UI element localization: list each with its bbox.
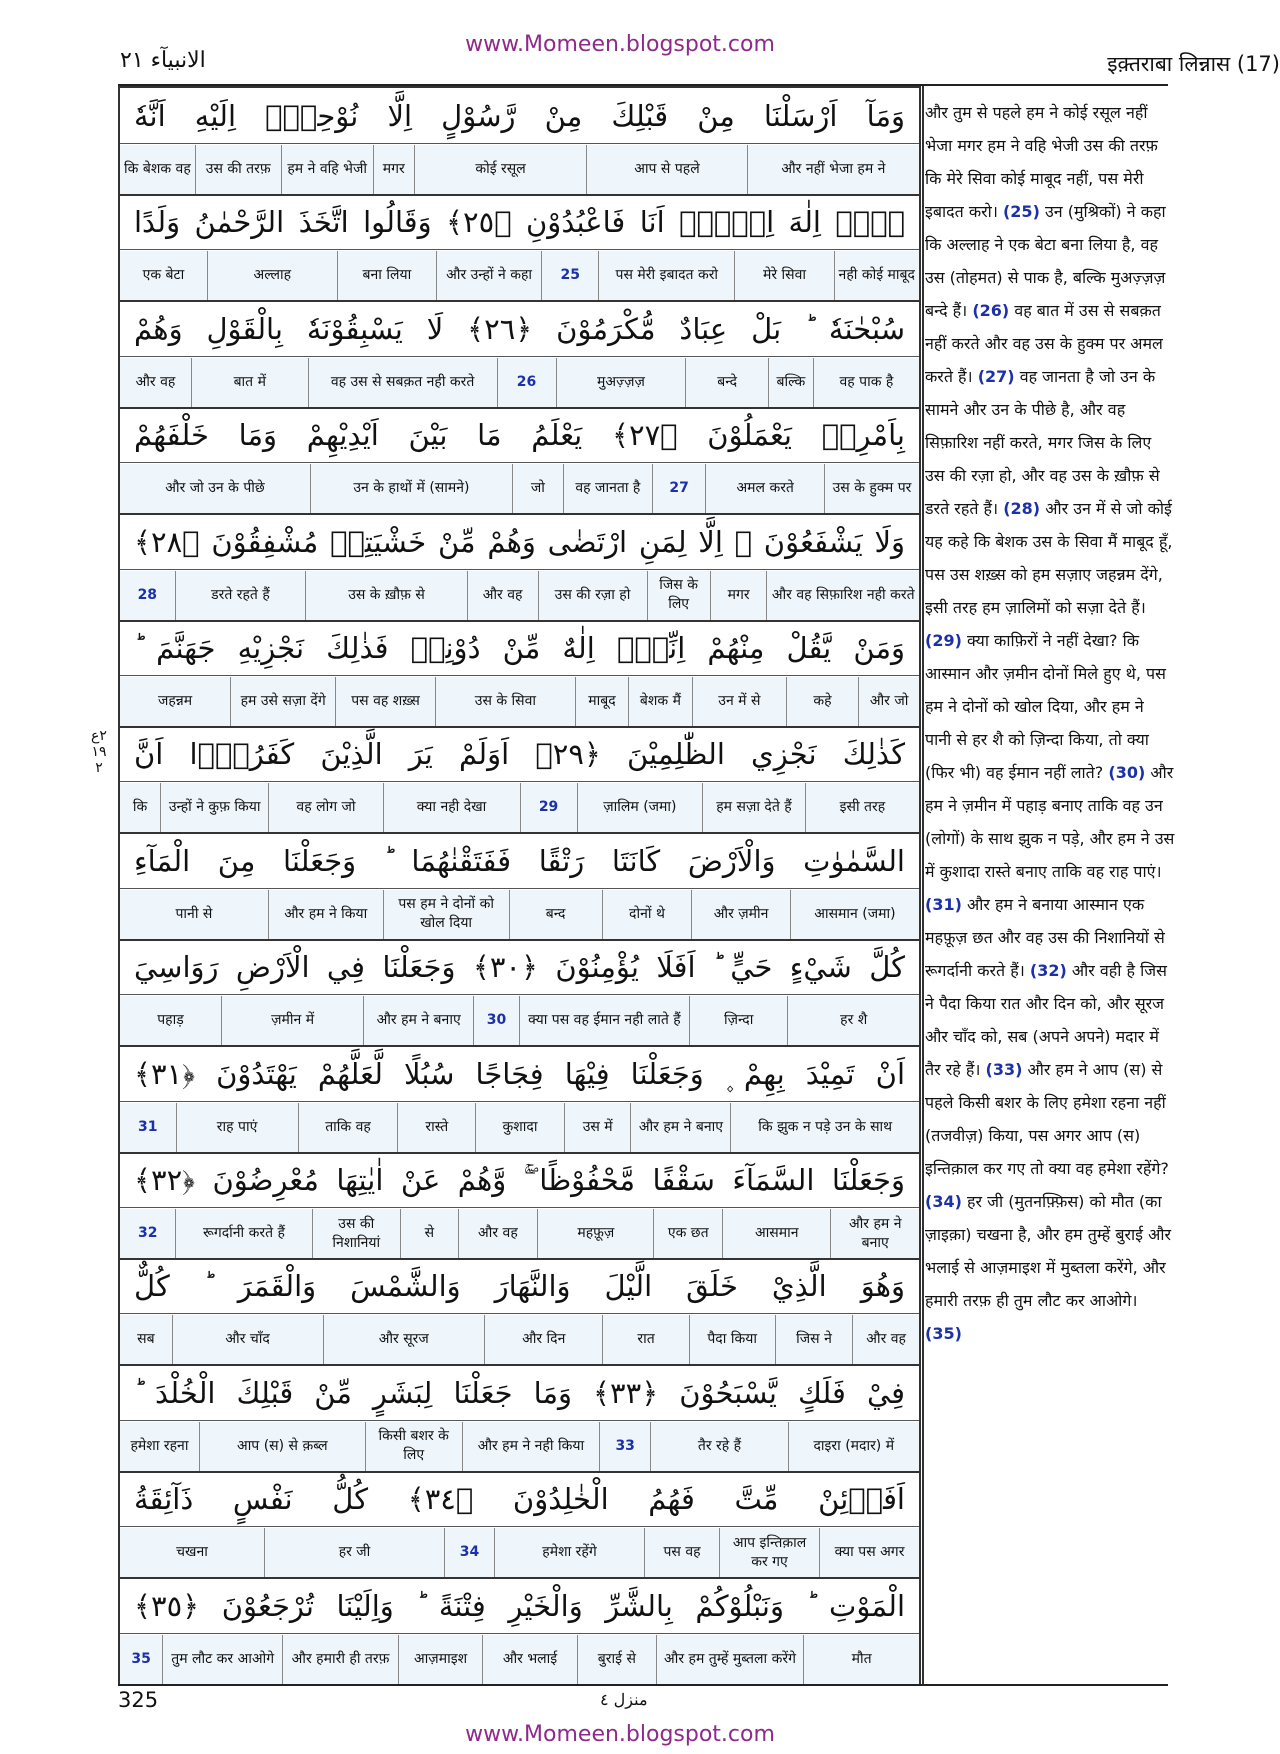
gloss-cell: तैर रहे हैं	[650, 1422, 787, 1471]
translation-text: और हम ने ज़मीन में पहाड़ बनाए ताकि वह उन (लोगों) के साथ झुक न पड़े, और हम ने उस में कुशादा रास्ते बनाए ताकि वह राह पाएं।	[925, 763, 1175, 881]
verse-number-cell: 35	[131, 1650, 151, 1667]
gloss-cell: बन्दे	[685, 358, 768, 407]
gloss-cell: आसमान	[722, 1209, 830, 1258]
verse-block	[120, 1152, 919, 1258]
word-gloss-row	[120, 251, 919, 302]
gloss-cell: महफ़ूज़	[537, 1209, 653, 1258]
gloss-cell: हम सज़ा देते हैं	[702, 783, 805, 832]
verse-block	[120, 1471, 919, 1577]
gloss-cell: हर जी	[264, 1528, 444, 1577]
word-gloss-row	[120, 145, 919, 196]
word-gloss-row	[120, 996, 919, 1047]
word-gloss-row	[120, 571, 919, 622]
gloss-cell: डरते रहते हैं	[175, 571, 306, 620]
verse-block	[120, 407, 919, 513]
gloss-cell: हम उसे सज़ा देंगे	[230, 677, 335, 726]
gloss-cell: बन्द	[509, 890, 602, 939]
gloss-cell: पहाड़	[157, 1012, 184, 1029]
word-gloss-row	[120, 1209, 919, 1260]
site-url-bottom[interactable]: www.Momeen.blogspot.com	[465, 1722, 775, 1747]
gloss-cell: ज़ालिम (जमा)	[577, 783, 703, 832]
translation-text: और हम ने बनाया आस्मान एक महफ़ूज़ छत और वह उस की निशानियों से रूगर्दानी करते हैं।	[925, 895, 1165, 980]
arabic-line: وَهُوَ الَّذِيْ خَلَقَ الَّيْلَ وَالنَّهَارَ وَالشَّمْسَ وَالْقَمَرَ ؕ كُلٌّ	[120, 1258, 919, 1314]
translation-verse	[925, 499, 1172, 650]
arabic-line: بِاَمْرِهٖ يَعْمَلُوْنَ ﴿٢٧﴾ يَعْلَمُ مَا بَيْنَ اَيْدِيْهِمْ وَمَا خَلْفَهُمْ	[120, 407, 919, 463]
gloss-cell: मेरे सिवा	[734, 251, 833, 300]
gloss-cell: जिस ने	[775, 1315, 853, 1364]
word-gloss-row	[120, 1103, 919, 1154]
gloss-cell: और सूरज	[323, 1315, 485, 1364]
gloss-cell: उन्हों ने कुफ़ किया	[160, 783, 268, 832]
translation-verse	[925, 367, 1160, 518]
translation-text: क्या काफ़िरों ने नहीं देखा? कि आस्मान और ज़मीन दोनों मिले हुए थे, पस हम ने दोनों को खोल दिया, और हम ने पानी से हर शै को ज़िन्दा किया, तो क्या (फिर भी) वह ईमान नहीं लाते?	[925, 631, 1166, 782]
gloss-cell: उस की निशानियां	[312, 1209, 401, 1258]
gloss-cell: आप इन्तिक़ाल कर गए	[719, 1528, 819, 1577]
gloss-cell: और नहीं भेजा हम ने	[747, 145, 919, 194]
arabic-line: سُبْحٰنَهٗ ؕ بَلْ عِبَادٌ مُّكْرَمُوْنَ ﴿٢٦﴾ لَا يَسْبِقُوْنَهٗ بِالْقَوْلِ وَهُمْ	[120, 301, 919, 357]
gloss-cell: एक बेटा	[142, 267, 185, 284]
gloss-cell: बात में	[191, 358, 308, 407]
translation-text: वह बात में उस से सबक़त नहीं करते और वह उस के हुक्म पर अमल करते हैं।	[925, 301, 1163, 386]
gloss-cell: एक छत	[653, 1209, 722, 1258]
gloss-cell: उस की रज़ा हो	[538, 571, 647, 620]
gloss-cell: जिस के लिए	[647, 571, 710, 620]
gloss-cell: तुम लौट कर आओगे	[162, 1635, 282, 1684]
gloss-cell: मुअज़्ज़ज़	[556, 358, 686, 407]
gloss-cell: कि	[132, 799, 148, 816]
gloss-cell: और वह	[467, 571, 538, 620]
gloss-cell: वह उस से सबक़त नही करते	[308, 358, 497, 407]
gloss-cell: वह पाक है	[813, 358, 919, 407]
gloss-cell: राह पाएं	[176, 1103, 298, 1152]
gloss-cell: बल्कि	[768, 358, 813, 407]
gloss-cell: कि बेशक वह	[124, 161, 191, 177]
arabic-line: وَمَنْ يَّقُلْ مِنْهُمْ اِنِّيْۤ اِلٰهٌ مِّنْ دُوْنِهٖ فَذٰلِكَ نَجْزِيْهِ جَهَنَّمَ ؕ	[120, 620, 919, 676]
verse-block	[120, 514, 919, 620]
verse-panel	[118, 86, 921, 1684]
arabic-line: كُلَّ شَيْءٍ حَيٍّ ؕ اَفَلَا يُؤْمِنُوْنَ ﴿٣٠﴾ وَجَعَلْنَا فِي الْاَرْضِ رَوَاسِيَ	[120, 939, 919, 995]
gloss-cell: रात	[602, 1315, 688, 1364]
site-url-top[interactable]: www.Momeen.blogspot.com	[465, 32, 775, 57]
translation-text: और तुम से पहले हम ने कोई रसूल नहीं भेजा मगर हम ने वहि भेजी उस की तरफ़ कि मेरे सिवा कोई माबूद नहीं, पस मेरी इबादत करो।	[925, 103, 1158, 221]
translation-verse	[925, 1060, 1169, 1211]
gloss-cell: और हम तुम्हें मुब्तला करेंगे	[656, 1635, 803, 1684]
gloss-cell: और वह	[458, 1209, 538, 1258]
gloss-cell: जहन्नम	[157, 693, 193, 709]
gloss-cell: कि झुक न पड़े उन के साथ	[730, 1103, 919, 1152]
arabic-line: وَجَعَلْنَا السَّمَآءَ سَقْفًا مَّحْفُوْظًا ۚۖ وَّهُمْ عَنْ اٰيٰتِهَا مُعْرِضُوْنَ ﴿٣٢﴾	[120, 1152, 919, 1208]
gloss-cell: पानी से	[175, 905, 213, 922]
gloss-cell: किसी बशर के लिए	[365, 1422, 462, 1471]
gloss-cell: ताकि वह	[298, 1103, 398, 1152]
translation-verse-number: (34)	[925, 1192, 962, 1211]
verse-number-cell: 34	[444, 1528, 494, 1577]
gloss-cell: और ज़मीन	[691, 890, 790, 939]
gloss-cell: ज़मीन में	[221, 996, 363, 1045]
gloss-cell: क्या पस अगर	[819, 1528, 919, 1577]
gloss-cell: अमल करते	[705, 464, 824, 513]
gloss-cell: कुशादा	[475, 1103, 564, 1152]
verse-block	[120, 301, 919, 407]
gloss-cell: उन में से	[692, 677, 786, 726]
gloss-cell: उस के ख़ौफ़ से	[305, 571, 466, 620]
gloss-cell: हमेशा रहेंगे	[494, 1528, 644, 1577]
translation-text: और उन में से जो कोई यह कहे कि बेशक उस के सिवा मैं माबूद हूँ, पस उस शख़्स को हम सज़ाए जहन्नम देंगे, इसी तरह हम ज़ालिमों को सज़ा देते हैं।	[925, 499, 1173, 617]
translation-verse-number: (29)	[925, 631, 962, 650]
word-gloss-row	[120, 677, 919, 728]
verse-block	[120, 726, 919, 832]
gloss-cell: रूगर्दानी करते हैं	[175, 1209, 311, 1258]
gloss-cell: पस वह	[644, 1528, 719, 1577]
arabic-line: وَلَا يَشْفَعُوْنَ ۙ اِلَّا لِمَنِ ارْتَضٰى وَهُمْ مِّنْ خَشْيَتِهٖ مُشْفِقُوْنَ ﴿٢٨﴾	[120, 514, 919, 570]
translation-verse-number: (31)	[925, 895, 962, 914]
gloss-cell: और दिन	[484, 1315, 602, 1364]
page-number: 325	[118, 1688, 159, 1712]
translation-verse	[925, 631, 1166, 782]
translation-text: हर जी (मुतनफ़्फ़िस) को मौत (का ज़ाइक़ा) चखना है, और हम तुम्हें बुराई और भलाई से आज़माइश में मुब्तला करेंगे, और हमारी तरफ़ ही तुम लौट कर आओगे।	[925, 1192, 1172, 1310]
verse-number-cell: 31	[138, 1118, 158, 1135]
verse-block	[120, 833, 919, 939]
translation-verse-number: (30)	[1108, 763, 1146, 782]
gloss-cell: नही कोई माबूद	[834, 251, 919, 300]
word-gloss-row	[120, 1422, 919, 1473]
gloss-cell: से	[400, 1209, 458, 1258]
gloss-cell: आप से पहले	[586, 145, 747, 194]
gloss-cell: ज़िन्दा	[689, 996, 788, 1045]
gloss-cell: मगर	[710, 571, 767, 620]
gloss-cell: आज़माइश	[398, 1635, 482, 1684]
verse-number-cell: 29	[520, 783, 577, 832]
arabic-line: فِيْ فَلَكٍ يَّسْبَحُوْنَ ﴿٣٣﴾ وَمَا جَعَلْنَا لِبَشَرٍ مِّنْ قَبْلِكَ الْخُلْدَ ؕ	[120, 1365, 919, 1421]
verse-block	[120, 194, 919, 300]
gloss-cell: और हम ने बनाए	[630, 1103, 730, 1152]
gloss-cell: और हम ने किया	[268, 890, 383, 939]
juz-title: इक़्तराबा लिन्नास (17)	[1107, 52, 1280, 76]
gloss-cell: आसमान (जमा)	[790, 890, 919, 939]
gloss-cell: और चाँद	[172, 1315, 323, 1364]
gloss-cell: और हम ने नही किया	[462, 1422, 599, 1471]
word-gloss-row	[120, 1528, 919, 1579]
translation-verse-number: (28)	[1003, 499, 1041, 518]
surah-title: الانبيآء ٢١	[120, 48, 206, 73]
translation-text: और हम ने आप (स) से पहले किसी बशर के लिए हमेशा रहना नहीं (तजवीज़) किया, पस अगर आप (स) इन्तिक़ाल कर गए तो क्या वह हमेशा रहेंगे?	[925, 1060, 1169, 1178]
word-gloss-row	[120, 1315, 919, 1366]
manzil-label: منزل ٤	[600, 1690, 648, 1709]
gloss-cell: सब	[137, 1331, 155, 1348]
translation-verse-number: (35)	[925, 1324, 962, 1343]
gloss-cell: बुराई से	[577, 1635, 656, 1684]
gloss-cell: और हम ने बनाए	[363, 996, 473, 1045]
verse-number-cell: 32	[137, 1225, 158, 1241]
gloss-cell: उन के हाथों में (सामने)	[310, 464, 512, 513]
verse-number-cell: 25	[541, 251, 598, 300]
translation-column	[925, 96, 1175, 1350]
gloss-cell: उस में	[564, 1103, 631, 1152]
verse-block	[120, 620, 919, 726]
gloss-cell: चखना	[176, 1544, 208, 1561]
gloss-cell: हम ने वहि भेजी	[281, 145, 373, 194]
gloss-cell: और वह सिफ़ारिश नही करते	[766, 571, 919, 620]
footer-rule	[118, 1684, 1168, 1686]
gloss-cell: बेशक मैं	[628, 677, 692, 726]
gloss-cell: वह जानता है	[563, 464, 652, 513]
arabic-line: كَذٰلِكَ نَجْزِي الظّٰلِمِيْنَ ﴿٢٩﴾ اَوَلَمْ يَرَ الَّذِيْنَ كَفَرُوْۤا اَنَّ	[120, 726, 919, 782]
arabic-line: السَّمٰوٰتِ وَالْاَرْضَ كَانَتَا رَتْقًا فَفَتَقْنٰهُمَا ؕ وَجَعَلْنَا مِنَ الْمَآءِ	[120, 833, 919, 889]
translation-verse-number: (32)	[1029, 961, 1067, 980]
verse-number-cell: 30	[473, 996, 519, 1045]
verse-block	[120, 1365, 919, 1471]
word-gloss-row	[120, 464, 919, 515]
verse-number-cell: 33	[599, 1422, 650, 1471]
arabic-line: اَنْ تَمِيْدَ بِهِمْ ۪ وَجَعَلْنَا فِيْهَا فِجَاجًا سُبُلًا لَّعَلَّهُمْ يَهْتَدُوْنَ ﴿٣١﴾	[120, 1046, 919, 1102]
translation-text: और वही है जिस ने पैदा किया रात और दिन को, और सूरज और चाँद को, सब (अपने अपने) मदार में तैर रहे हैं।	[925, 961, 1167, 1079]
gloss-cell: उस के सिवा	[435, 677, 575, 726]
gloss-cell: और भलाई	[482, 1635, 577, 1684]
column-divider	[922, 86, 924, 1684]
translation-verse	[925, 763, 1174, 914]
gloss-cell: पस वह शख़्स	[335, 677, 434, 726]
verse-number-cell: 27	[652, 464, 705, 513]
ruku-marker: ٢ع ١٩ ٢	[91, 728, 107, 776]
gloss-cell: क्या पस वह ईमान नही लाते हैं	[519, 996, 689, 1045]
translation-verse-number: (33)	[985, 1060, 1023, 1079]
arabic-line: اَفَاۡئِنْ مِّتَّ فَهُمُ الْخٰلِدُوْنَ ﴿٣٤﴾ كُلُّ نَفْسٍ ذَآئِقَةُ	[120, 1471, 919, 1527]
word-gloss-row	[120, 358, 919, 409]
gloss-cell: वह लोग जो	[268, 783, 382, 832]
translation-verse-number: (26)	[972, 301, 1010, 320]
gloss-cell: दोनों थे	[602, 890, 692, 939]
gloss-cell: हर शै	[787, 996, 919, 1045]
gloss-cell: मौत	[803, 1635, 919, 1684]
gloss-cell: अल्लाह	[207, 251, 337, 300]
gloss-cell: और जो उन के पीछे	[165, 480, 265, 497]
word-gloss-row	[120, 783, 919, 834]
gloss-cell: इसी तरह	[805, 783, 919, 832]
verse-number-cell: 28	[137, 586, 158, 603]
gloss-cell: पस हम ने दोनों को खोल दिया	[383, 890, 509, 939]
gloss-cell: रास्ते	[397, 1103, 475, 1152]
verse-block	[120, 1578, 919, 1684]
gloss-cell: कोई रसूल	[414, 145, 586, 194]
gloss-cell: दाइरा (मदार) में	[788, 1422, 919, 1471]
gloss-cell: माबूद	[575, 677, 628, 726]
gloss-cell: मगर	[373, 145, 414, 194]
word-gloss-row	[120, 890, 919, 941]
translation-verse-number: (27)	[977, 367, 1015, 386]
gloss-cell: जो	[512, 464, 563, 513]
gloss-cell: और हम ने बनाए	[830, 1209, 919, 1258]
gloss-cell: आप (स) से क़ब्ल	[199, 1422, 365, 1471]
gloss-cell: कहे	[786, 677, 859, 726]
verse-block	[120, 1258, 919, 1364]
gloss-cell: और हमारी ही तरफ़	[282, 1635, 398, 1684]
verse-block	[120, 1046, 919, 1152]
gloss-cell: और वह	[852, 1315, 919, 1364]
translation-verse	[925, 1192, 1171, 1343]
arabic-line: لَاۤ اِلٰهَ اِلَّاۤ اَنَا فَاعْبُدُوْنِ ﴿٢٥﴾ وَقَالُوا اتَّخَذَ الرَّحْمٰنُ وَلَدًا	[120, 194, 919, 250]
gloss-cell: हमेशा रहना	[130, 1437, 189, 1454]
word-gloss-row	[120, 1635, 919, 1686]
translation-text: उन (मुश्रिकों) ने कहा कि अल्लाह ने एक बेटा बना लिया है, वह उस (तोहमत) से पाक है, बल्कि मुअज़्ज़ज़ बन्दे हैं।	[925, 202, 1166, 320]
translation-text: वह जानता है जो उन के सामने और उन के पीछे है, और वह सिफ़ारिश नहीं करते, मगर जिस के लिए उस की रज़ा हो, और वह उस के ख़ौफ़ से डरते रहते हैं।	[925, 367, 1160, 518]
gloss-cell: पैदा किया	[689, 1315, 775, 1364]
gloss-cell: उस के हुक्म पर	[824, 464, 919, 513]
gloss-cell: और जो	[858, 677, 919, 726]
gloss-cell: उस की तरफ़	[195, 145, 281, 194]
verse-block	[120, 939, 919, 1045]
verse-block	[120, 88, 919, 194]
gloss-cell: और वह	[135, 373, 176, 390]
gloss-cell: क्या नही देखा	[383, 783, 520, 832]
arabic-line: وَمَآ اَرْسَلْنَا مِنْ قَبْلِكَ مِنْ رَّسُوْلٍ اِلَّا نُوْحِيْۤ اِلَيْهِ اَنَّهٗ	[120, 88, 919, 144]
gloss-cell: बना लिया	[337, 251, 436, 300]
gloss-cell: पस मेरी इबादत करो	[598, 251, 734, 300]
verse-number-cell: 26	[497, 358, 556, 407]
gloss-cell: और उन्हों ने कहा	[436, 251, 541, 300]
arabic-line: الْمَوْتِ ؕ وَنَبْلُوْكُمْ بِالشَّرِّ وَالْخَيْرِ فِتْنَةً ؕ وَاِلَيْنَا تُرْجَعُوْنَ ﴿٣٥﴾	[120, 1578, 919, 1634]
translation-verse-number: (25)	[1002, 202, 1040, 221]
